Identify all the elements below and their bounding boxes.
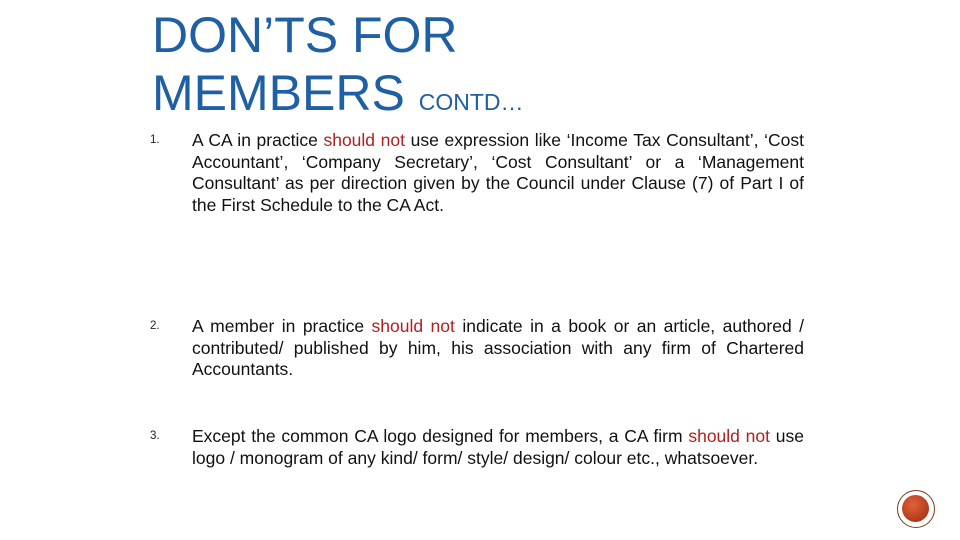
item-text-segment: A member in practice [192, 316, 372, 336]
title-line-1: DON’TS FOR [152, 7, 458, 63]
logo-seal-icon [897, 490, 935, 528]
logo-seal-center [902, 495, 929, 522]
item-text-segment: Except the common CA logo designed for members, a CA firm [192, 426, 689, 446]
slide-title [152, 6, 852, 122]
item-text [192, 316, 804, 381]
item-number: 2. [150, 320, 160, 332]
item-text-segment: A CA in practice [192, 130, 324, 150]
item-text [192, 130, 804, 216]
item-text-highlight: should not [371, 316, 455, 336]
item-text-segment: indicate in a book or an article, authored / contributed/ published by him, his association with any firm of Chartered Accountants. [192, 316, 804, 379]
item-text-segment: use expression like ‘Income Tax Consultant’, ‘Cost Accountant’, ‘Company Secretary’, ‘Cost Consultant’ or a ‘Management Consultant’ as per direction given by the Council under Clause (7) of Part I of the First Schedule to the CA Act. [192, 130, 804, 215]
title-line-2 [152, 64, 852, 122]
item-text-segment: use logo / monogram of any kind/ form/ style/ design/ colour etc., whatsoever. [192, 426, 805, 468]
title-suffix: CONTD… [418, 89, 524, 115]
title-main: MEMBERS [152, 65, 405, 121]
item-text-highlight: should not [323, 130, 405, 150]
item-text [192, 426, 804, 469]
item-number: 1. [150, 134, 160, 146]
item-text-highlight: should not [688, 426, 771, 446]
item-number: 3. [150, 430, 160, 442]
